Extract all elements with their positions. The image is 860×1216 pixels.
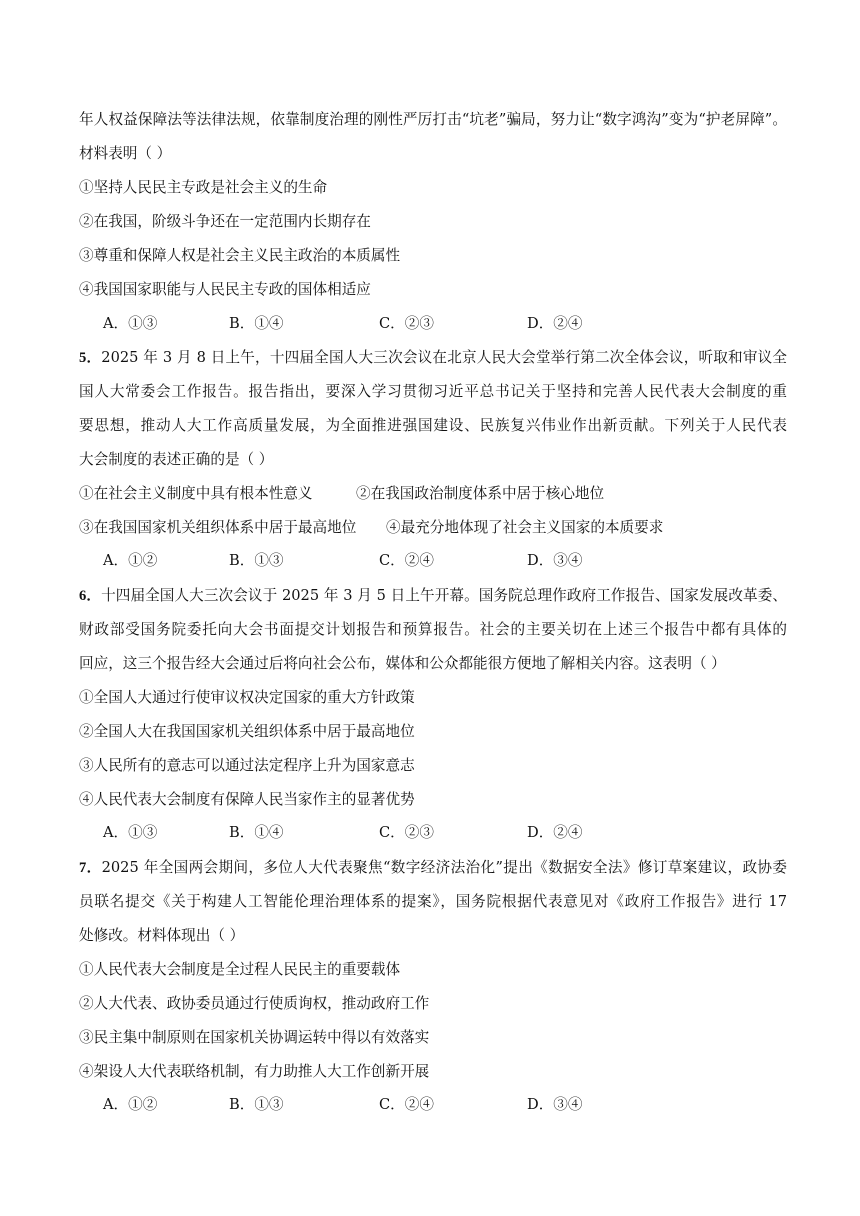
q6-stem-text-1: 十四届全国人大三次会议于 2025 年 3 月 5 日上午开幕。国务院总理作政府工作报告、国家发展改革委、 bbox=[101, 587, 787, 604]
q7-item-3: ③民主集中制原则在国家机关协调运转中得以有效落实 bbox=[79, 1029, 430, 1046]
q7-option-c[interactable]: C．②④ bbox=[379, 1096, 434, 1113]
q5-stem-line-2: 国人大常委会工作报告。报告指出，要深入学习贯彻习近平总书记关于坚持和完善人民代表大会制度的重 bbox=[79, 383, 787, 400]
q6-item-4: ④人民代表大会制度有保障人民当家作主的显著优势 bbox=[79, 791, 415, 808]
q4-option-a[interactable]: A．①③ bbox=[103, 315, 158, 332]
q5-stem-line-4: 大会制度的表述正确的是（ ） bbox=[79, 451, 274, 468]
q4-prompt: 材料表明（ ） bbox=[79, 145, 172, 162]
q4-item-3: ③尊重和保障人权是社会主义民主政治的本质属性 bbox=[79, 247, 401, 264]
q6-option-b[interactable]: B．①④ bbox=[229, 824, 284, 841]
q5-option-b[interactable]: B．①③ bbox=[229, 552, 284, 569]
q6-number: 6． bbox=[79, 588, 102, 604]
q5-stem-text-1: 2025 年 3 月 8 日上午，十四届全国人大三次会议在北京人民大会堂举行第二次全体会议，听取和审议全 bbox=[101, 349, 787, 366]
q5-option-c[interactable]: C．②④ bbox=[379, 552, 434, 569]
q7-item-1: ①人民代表大会制度是全过程人民民主的重要载体 bbox=[79, 961, 401, 978]
q4-stem-line: 年人权益保障法等法律法规，依靠制度治理的刚性严厉打击“坑老”骗局，努力让“数字鸿沟”变为“护老屏障”。 bbox=[79, 111, 787, 128]
q5-item-2: ②在我国政治制度体系中居于核心地位 bbox=[356, 485, 605, 502]
q6-option-a[interactable]: A．①③ bbox=[103, 824, 158, 841]
q5-number: 5． bbox=[79, 350, 102, 366]
q7-stem-line-2: 员联名提交《关于构建人工智能伦理治理体系的提案》，国务院根据代表意见对《政府工作报告》进行 17 bbox=[79, 893, 787, 910]
q5-stem-line-1 bbox=[79, 348, 787, 368]
q6-item-1: ①全国人大通过行使审议权决定国家的重大方针政策 bbox=[79, 689, 415, 706]
q7-option-d[interactable]: D．③④ bbox=[527, 1096, 583, 1113]
q7-stem-line-1 bbox=[79, 858, 787, 878]
q4-option-d[interactable]: D．②④ bbox=[527, 315, 583, 332]
q6-option-c[interactable]: C．②③ bbox=[379, 824, 434, 841]
q5-item-1: ①在社会主义制度中具有根本性意义 bbox=[79, 485, 313, 502]
q4-item-4: ④我国国家职能与人民民主专政的国体相适应 bbox=[79, 281, 371, 298]
q4-option-c[interactable]: C．②③ bbox=[379, 315, 434, 332]
q4-item-2: ②在我国，阶级斗争还在一定范围内长期存在 bbox=[79, 213, 371, 230]
q6-stem-line-3: 回应，这三个报告经大会通过后将向社会公布，媒体和公众都能很方便地了解相关内容。这表明（ ） bbox=[79, 655, 726, 672]
q6-item-3: ③人民所有的意志可以通过法定程序上升为国家意志 bbox=[79, 757, 415, 774]
q5-item-3: ③在我国国家机关组织体系中居于最高地位 bbox=[79, 519, 357, 536]
q7-option-b[interactable]: B．①③ bbox=[229, 1096, 284, 1113]
q6-item-2: ②全国人大在我国国家机关组织体系中居于最高地位 bbox=[79, 723, 415, 740]
q7-item-4: ④架设人大代表联络机制，有力助推人大工作创新开展 bbox=[79, 1063, 430, 1080]
q5-option-a[interactable]: A．①② bbox=[103, 552, 158, 569]
q6-option-d[interactable]: D．②④ bbox=[527, 824, 583, 841]
q6-stem-line-2: 财政部受国务院委托向大会书面提交计划报告和预算报告。社会的主要关切在上述三个报告中都有具体的 bbox=[79, 621, 787, 638]
q4-item-1: ①坚持人民民主专政是社会主义的生命 bbox=[79, 179, 328, 196]
q7-stem-line-3: 处修改。材料体现出（ ） bbox=[79, 927, 245, 944]
q6-stem-line-1 bbox=[79, 586, 787, 606]
q7-number: 7． bbox=[79, 860, 102, 876]
q5-stem-line-3: 要思想，推动人大工作高质量发展，为全面推进强国建设、民族复兴伟业作出新贡献。下列关于人民代表 bbox=[79, 417, 787, 434]
q7-option-a[interactable]: A．①② bbox=[103, 1096, 158, 1113]
q7-item-2: ②人大代表、政协委员通过行使质询权，推动政府工作 bbox=[79, 995, 430, 1012]
q4-option-b[interactable]: B．①④ bbox=[229, 315, 284, 332]
q7-stem-text-1: 2025 年全国两会期间，多位人大代表聚焦“数字经济法治化”提出《数据安全法》修订草案建议，政协委 bbox=[101, 859, 787, 876]
q5-item-4: ④最充分地体现了社会主义国家的本质要求 bbox=[386, 519, 664, 536]
q5-option-d[interactable]: D．③④ bbox=[527, 552, 583, 569]
